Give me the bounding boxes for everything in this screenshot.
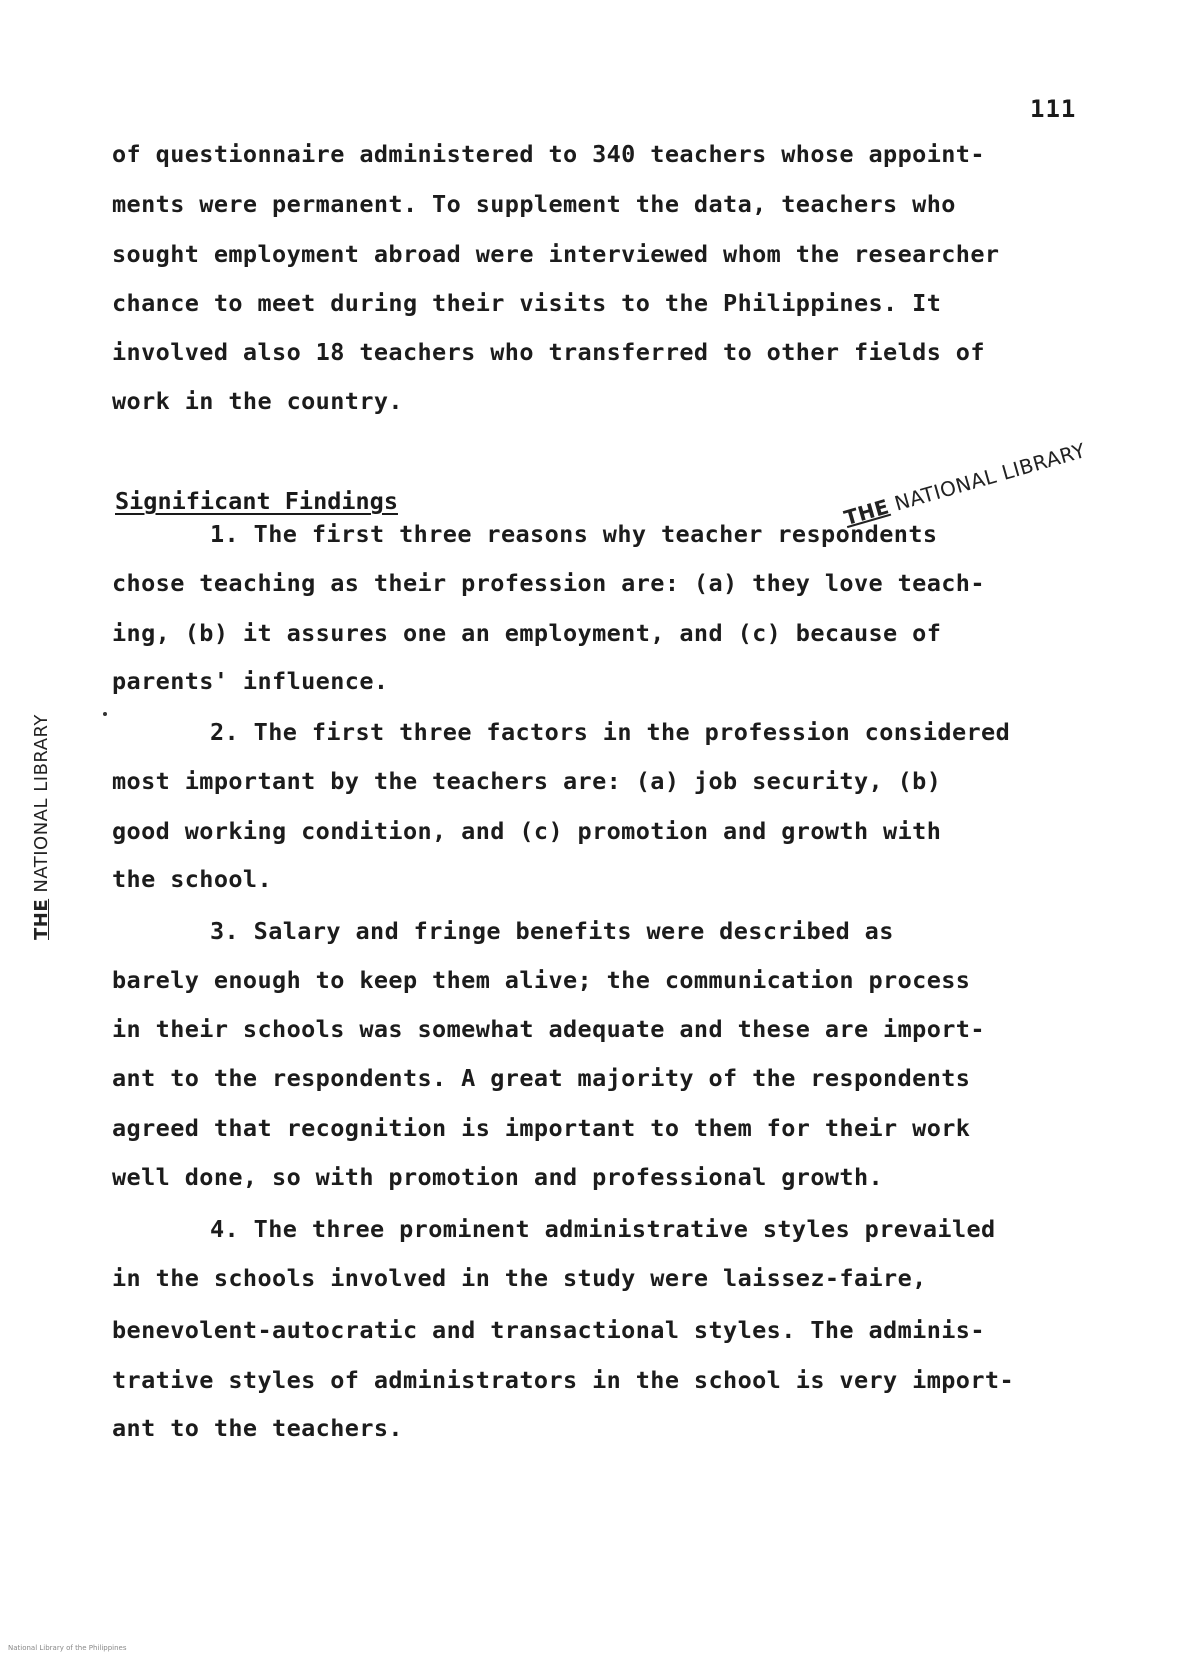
text-line: most important by the teachers are: (a) job security, (b)	[112, 767, 942, 795]
text-line: barely enough to keep them alive; the communication process	[112, 966, 971, 994]
text-line: good working condition, and (c) promotion and growth with	[112, 817, 942, 845]
text-line: trative styles of administrators in the school is very import-	[112, 1366, 1014, 1394]
text-line: well done, so with promotion and professional growth.	[112, 1163, 884, 1191]
stamp-the: THE	[31, 898, 52, 940]
text-line: ant to the respondents. A great majority of the respondents	[112, 1064, 971, 1092]
library-side-stamp	[31, 714, 52, 940]
stamp-text: NATIONAL LIBRARY	[31, 714, 52, 899]
text-line: work in the country.	[112, 387, 403, 415]
text-line: ant to the teachers.	[112, 1414, 403, 1442]
text-line: 2. The first three factors in the profession considered	[210, 718, 1011, 746]
text-line: the school.	[112, 865, 273, 893]
text-line: involved also 18 teachers who transferred to other fields of	[112, 338, 985, 366]
text-line: 1. The first three reasons why teacher respondents	[210, 520, 938, 548]
library-stamp	[841, 438, 1088, 530]
text-line: sought employment abroad were interviewed whom the researcher	[112, 240, 1000, 268]
text-line: chose teaching as their profession are: (a) they love teach-	[112, 569, 985, 597]
section-heading: Significant Findings	[115, 487, 398, 515]
stray-mark	[103, 712, 107, 716]
text-line: of questionnaire administered to 340 teachers whose appoint-	[112, 140, 985, 168]
text-line: benevolent-autocratic and transactional styles. The adminis-	[112, 1316, 985, 1344]
text-line: in the schools involved in the study were laissez-faire,	[112, 1264, 927, 1292]
text-line: ments were permanent. To supplement the data, teachers who	[112, 190, 956, 218]
text-line: chance to meet during their visits to the Philippines. It	[112, 289, 942, 317]
text-line: 4. The three prominent administrative styles prevailed	[210, 1215, 996, 1243]
text-line: 3. Salary and fringe benefits were described as	[210, 917, 894, 945]
text-line: ing, (b) it assures one an employment, and (c) because of	[112, 619, 942, 647]
text-line: agreed that recognition is important to them for their work	[112, 1114, 971, 1142]
scan-footer: National Library of the Philippines	[8, 1644, 127, 1652]
text-line: parents' influence.	[112, 667, 389, 695]
text-line: in their schools was somewhat adequate and these are import-	[112, 1015, 985, 1043]
stamp-the: THE	[841, 494, 892, 530]
stamp-text: NATIONAL LIBRARY	[885, 438, 1089, 518]
page-number: 111	[1030, 95, 1077, 123]
